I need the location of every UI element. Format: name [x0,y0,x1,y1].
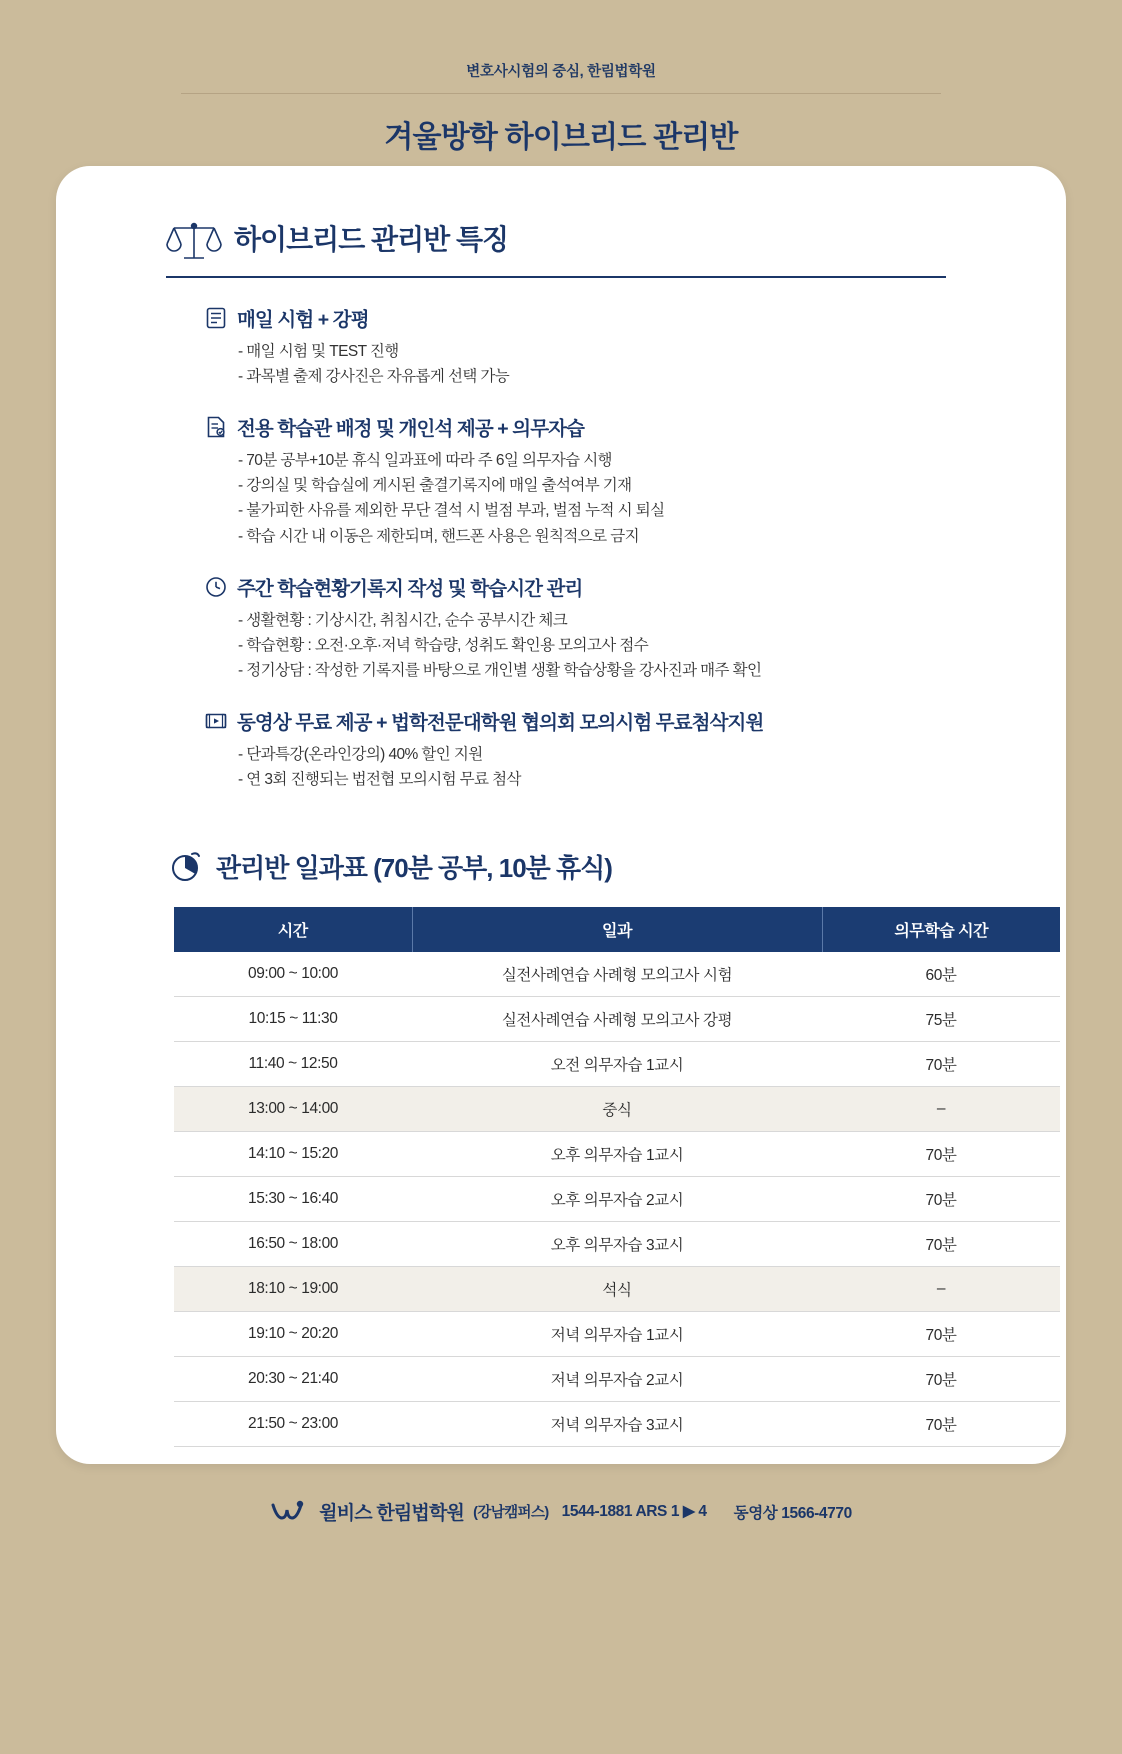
cell-duration: 70분 [822,1132,1060,1177]
feature-item [204,707,1066,792]
page-footer [0,1498,1122,1525]
footer-phone-video: 동영상 1566-4770 [733,1504,852,1522]
bullet: - 강의실 및 학습실에 게시된 출결기록지에 매일 출석여부 기재 [238,477,632,495]
clock-icon [204,575,228,599]
cell-duration: – [822,1087,1060,1132]
cell-duration: 70분 [822,1042,1060,1087]
table-row [174,1177,1060,1222]
pie-clock-icon [168,849,204,885]
document-check-icon [204,415,228,439]
table-row [174,1132,1060,1177]
cell-task: 중식 [412,1087,822,1132]
section-title: 하이브리드 관리반 특징 [234,224,509,255]
cell-task: 저녁 의무자습 2교시 [412,1357,822,1402]
table-row [174,1402,1060,1447]
features-list [56,304,1066,792]
cell-time: 20:30 ~ 21:40 [174,1357,412,1402]
cell-duration: 60분 [822,952,1060,997]
bullet: - 연 3회 진행되는 법전협 모의시험 무료 첨삭 [238,771,521,789]
cell-duration: – [822,1267,1060,1312]
table-header-row [174,907,1060,952]
header-kicker [0,60,1122,81]
section-heading [56,166,1066,262]
column-header-time: 시간 [174,907,412,952]
cell-task: 오전 의무자습 1교시 [412,1042,822,1087]
footer-brand: 윌비스 한림법학원 [319,1503,465,1524]
schedule-title: 관리반 일과표 (70분 공부, 10분 휴식) [216,853,612,884]
cell-time: 15:30 ~ 16:40 [174,1177,412,1222]
page-header [0,0,1122,156]
feature-bullets [238,339,1066,389]
table-row [174,1222,1060,1267]
cell-duration: 75분 [822,997,1060,1042]
cell-task: 실전사례연습 사례형 모의고사 강평 [412,997,822,1042]
feature-header [204,573,1066,601]
table-row [174,1087,1060,1132]
footer-campus: (강남캠퍼스) [473,1505,549,1521]
cell-duration: 70분 [822,1177,1060,1222]
cell-task: 오후 의무자습 3교시 [412,1222,822,1267]
cell-task: 실전사례연습 사례형 모의고사 시험 [412,952,822,997]
cell-time: 11:40 ~ 12:50 [174,1042,412,1087]
content-card [56,166,1066,1464]
table-row [174,997,1060,1042]
feature-item [204,573,1066,683]
table-row [174,1267,1060,1312]
header-kicker-strong: 한림법학원 [587,64,656,80]
scale-icon [164,218,224,262]
column-header-task: 일과 [412,907,822,952]
cell-duration: 70분 [822,1312,1060,1357]
cell-task: 저녁 의무자습 3교시 [412,1402,822,1447]
feature-header [204,413,1066,441]
cell-time: 21:50 ~ 23:00 [174,1402,412,1447]
bullet: - 매일 시험 및 TEST 진행 [238,343,399,360]
page-title: 겨울방학 하이브리드 관리반 [384,121,738,154]
bullet: - 단과특강(온라인강의) 40% 할인 지원 [238,745,483,763]
cell-time: 14:10 ~ 15:20 [174,1132,412,1177]
header-divider [181,93,941,94]
bullet: - 생활현황 : 기상시간, 취침시간, 순수 공부시간 체크 [238,611,568,629]
cell-time: 13:00 ~ 14:00 [174,1087,412,1132]
feature-title: 동영상 무료 제공 + 법학전문대학원 협의회 모의시험 무료첨삭지원 [237,711,764,734]
bullet: - 학습현황 : 오전·오후·저녁 학습량, 성취도 확인용 모의고사 점수 [238,636,649,654]
cell-time: 10:15 ~ 11:30 [174,997,412,1042]
cell-time: 16:50 ~ 18:00 [174,1222,412,1267]
video-icon [204,709,228,733]
table-row [174,952,1060,997]
bullet: - 70분 공부+10분 휴식 일과표에 따라 주 6일 의무자습 시행 [238,452,612,470]
cell-task: 오후 의무자습 2교시 [412,1177,822,1222]
feature-title: 주간 학습현황기록지 작성 및 학습시간 관리 [237,577,583,600]
column-header-duration: 의무학습 시간 [822,907,1060,952]
cell-task: 저녁 의무자습 1교시 [412,1312,822,1357]
cell-time: 19:10 ~ 20:20 [174,1312,412,1357]
table-row [174,1357,1060,1402]
cell-time: 09:00 ~ 10:00 [174,952,412,997]
footer-phone: 1544-1881 ARS 1 ▶ 4 [561,1503,707,1520]
feature-bullets [238,448,1066,548]
section-divider [166,276,946,278]
feature-item [204,304,1066,389]
feature-bullets [238,742,1066,792]
cell-time: 18:10 ~ 19:00 [174,1267,412,1312]
feature-bullets [238,608,1066,683]
header-kicker-plain: 변호사시험의 중심, [466,64,588,80]
feature-header [204,707,1066,735]
willbes-logo-icon [270,1499,310,1525]
document-list-icon [204,306,228,330]
feature-title: 매일 시험 + 강평 [237,309,369,331]
schedule-table [174,907,1060,1447]
cell-duration: 70분 [822,1222,1060,1267]
bullet: - 불가피한 사유를 제외한 무단 결석 시 벌점 부과, 벌점 누적 시 퇴실 [238,502,665,520]
feature-title: 전용 학습관 배정 및 개인석 제공 + 의무자습 [237,418,585,441]
bullet: - 정기상담 : 작성한 기록지를 바탕으로 개인별 생활 학습상황을 강사진과 매주 확인 [238,661,762,679]
cell-task: 오후 의무자습 1교시 [412,1132,822,1177]
table-row [174,1312,1060,1357]
bullet: - 학습 시간 내 이동은 제한되며, 핸드폰 사용은 원칙적으로 금지 [238,527,639,545]
cell-task: 석식 [412,1267,822,1312]
schedule-heading [56,848,1066,885]
cell-duration: 70분 [822,1357,1060,1402]
feature-header [204,304,1066,332]
table-row [174,1042,1060,1087]
bullet: - 과목별 출제 강사진은 자유롭게 선택 가능 [238,368,510,386]
feature-item [204,413,1066,548]
cell-duration: 70분 [822,1402,1060,1447]
